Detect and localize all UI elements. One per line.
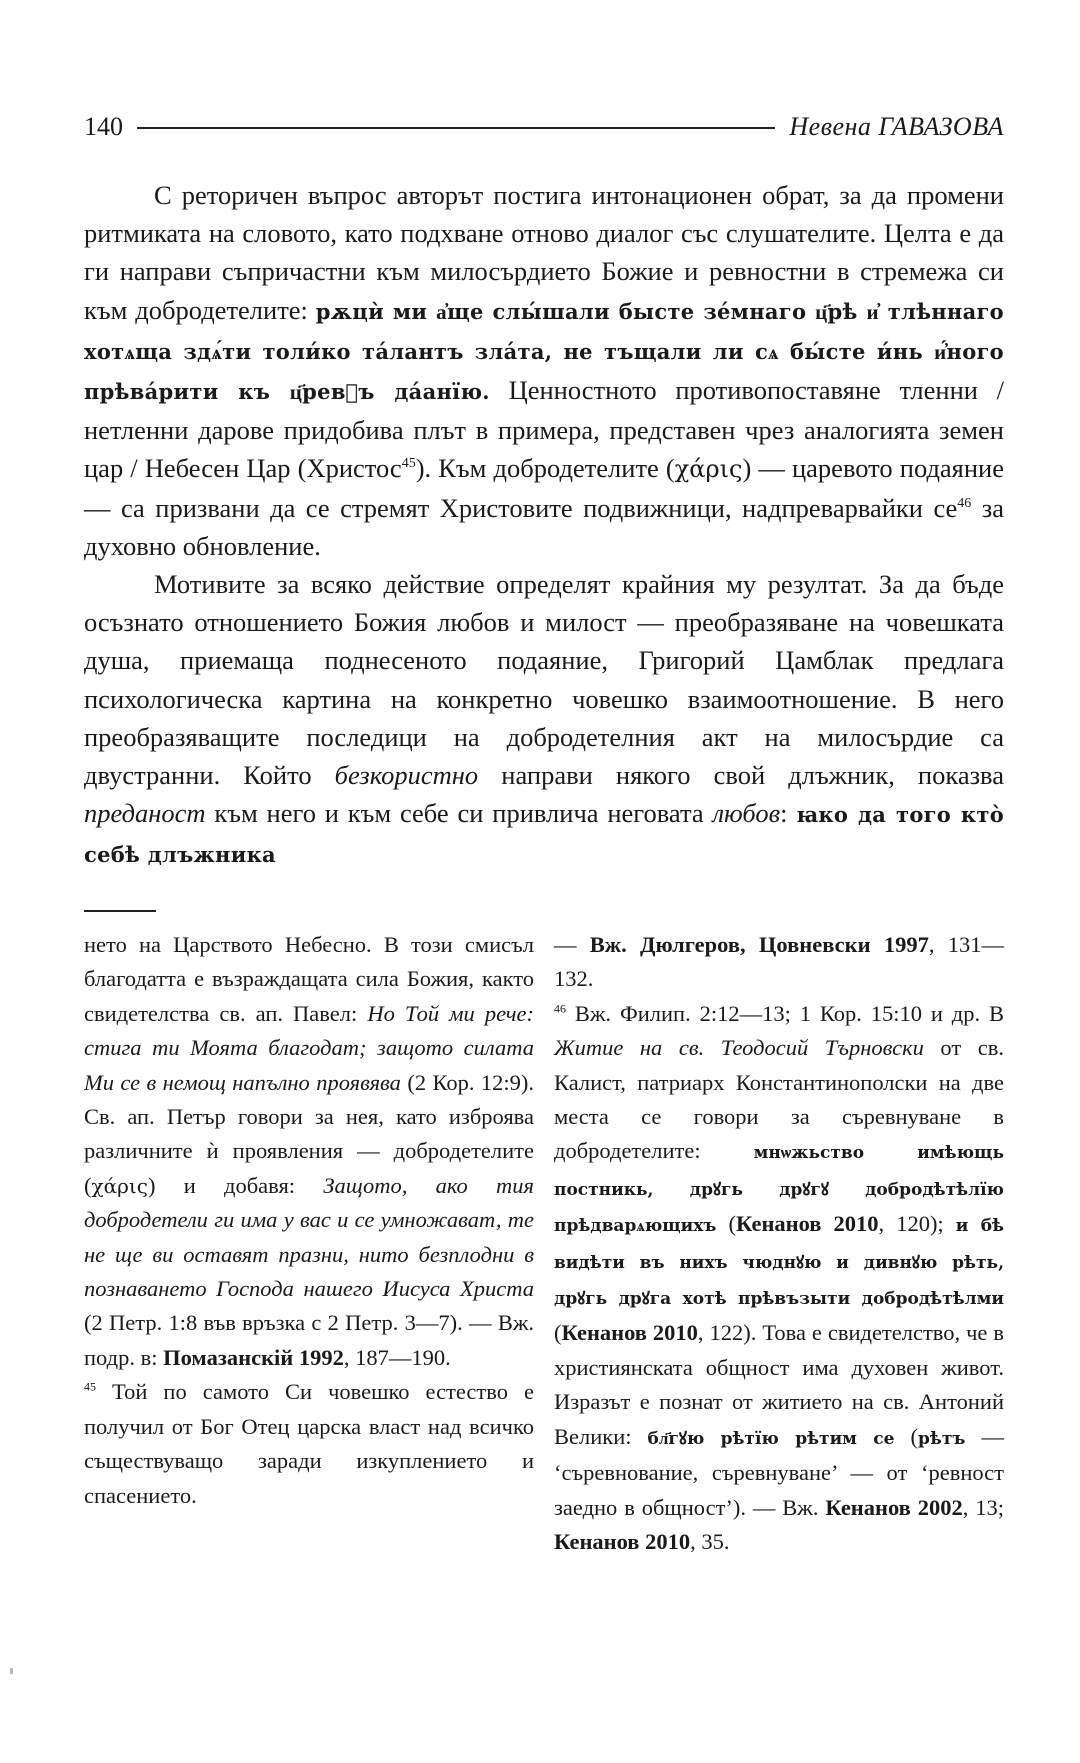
text-span: , 120); (878, 1211, 956, 1237)
footnote-ref-45[interactable]: 45 (401, 456, 416, 472)
italic-quote: Защото, ако тия добродетели ги има у вас и се умножават, те не ще ви оставят празни, нито безплодни в познаването Господа нашего Иисуса Христа (84, 1172, 535, 1302)
footnote-mark-46: 46 (554, 1001, 566, 1016)
italic-term: безкористно (334, 760, 479, 791)
text-span: , 131—132. (554, 932, 1005, 992)
slavonic-quote: рѣтъ (918, 1428, 966, 1449)
italic-term: любов (712, 798, 781, 829)
text-span: към него и към себе си привлича неговата (205, 798, 713, 829)
bold-reference: Вж. Дюлгеров, Цовневски 1997 (589, 932, 929, 957)
text-span: , 35. (690, 1528, 730, 1554)
text-span: ) — царевото подаяние — са призвани да се стремят Христовите подвижници, надпреварвайки се (84, 453, 1004, 523)
text-span: — (554, 932, 590, 957)
slavonic-quote: мнѡжьство имѣющь постникь, дрꙋгь дрꙋгꙋ добродѣтѣлїю прѣдварѧющихъ (554, 1143, 1004, 1237)
footnote-continuation (554, 928, 1004, 997)
bold-reference: Кенанов 2010 (736, 1211, 879, 1237)
bold-reference: Кенанов 2010 (554, 1528, 691, 1554)
header-author: Невена ГАВАЗОВА (789, 112, 1004, 141)
greek-term: χάρις (91, 1173, 148, 1198)
italic-quote: Но Той ми рече: стига ти Моята благодат; защото силата Ми се в немощ напълно проявява (84, 1000, 534, 1095)
text-span: направи някого свой длъжник, показва (478, 760, 1004, 791)
italic-title: Житие на св. Теодосий Търновски (554, 1035, 924, 1061)
slavonic-quote: и бѣ видѣти въ нихъ чюднꙋю и дивнꙋю рѣть, дрꙋгь дрꙋга хотѣ прѣвъзыти добродѣтѣлми (554, 1216, 1004, 1310)
text-span: , 187—190. (343, 1344, 451, 1370)
text-span: ). Към добродетелите ( (415, 453, 675, 484)
slavonic-quote: ꙗко да того кто̀ себѣ длъжника (84, 802, 1004, 868)
slavonic-quote: бл҃гꙋю рѣтїю рѣтим се (647, 1428, 895, 1449)
text-span: ) и добавя: (147, 1172, 324, 1198)
text-span: : (780, 798, 797, 829)
italic-term: преданост (84, 798, 206, 829)
text-span: ( (554, 1320, 562, 1346)
text-span: нето на Царството Небесно. В този смисъл благодатта е възраждащата сила Божия, както свидетелства св. ап. Павел: (84, 932, 534, 1026)
text-span: ( (716, 1211, 736, 1237)
text-span: Мотивите за всяко действие определят крайния му резултат. За да бъде осъзнато отношението Божия любов и милост — преобразяване на човешката душа, приемаща поднесеното подаяние, Григорий Цамблак предлага психологическа картина на конкретно човешко взаимоотношение. В него преобразяващите последици на добродетелния акт на милосърдие са двустранни. Който (84, 569, 1004, 791)
bold-reference: Кенанов 2002 (825, 1494, 963, 1520)
footnote-ref-46[interactable]: 46 (957, 495, 972, 511)
text-span: Той по самото Си човешко естество е получил от Бог Отец царска власт над всичко съществуващо заради изкуплението и спасението. (84, 1379, 534, 1508)
footnote-continuation (84, 928, 534, 1375)
footnotes (84, 928, 1004, 1559)
greek-term: χάρις (674, 455, 743, 484)
text-span: С реторичен въпрос авторът постига интонационен обрат, за да промени ритмиката на словото, като подхване отново диалог със слушателите. Целта е да ги направи съпричастни към милосърдието Божие и ревностни в стремежа си към добродетелите: (84, 180, 1004, 325)
footnote-column-right (554, 928, 1004, 1559)
footnote-mark-45: 45 (84, 1379, 96, 1394)
header-rule (137, 127, 775, 129)
scan-speck (10, 1668, 13, 1674)
footnote-45 (84, 1375, 534, 1513)
footnote-separator (84, 910, 156, 912)
footnote-column-left (84, 928, 534, 1559)
footnote-46 (554, 997, 1004, 1560)
text-span: (2 Кор. 12:9). Св. ап. Петър говори за нея, като изброява различните ѝ проявления — добродетелите ( (84, 1069, 535, 1198)
text-span: , 122). Това е свидетелство, че в християнската общност има духовен живот. Изразът е познат от житието на св. Антоний Велики: (554, 1320, 1004, 1449)
running-header (84, 112, 1004, 152)
text-span: Ценностното противопоставяне тленни / нетленни дарове придобива плът в примера, представен чрез аналогията земен цар / Небесен Цар (Христос (84, 375, 1004, 484)
text-span: , 13; (962, 1494, 1004, 1520)
slavonic-quote: рѫцѝ ми а҆ще слы́шали бысте зе́мнаго ц҃рѣ и҆ тлѣннаго хотѧща здѧ́ти толи́ко та́лантъ зла́та, не тъщали ли сѧ бы́сте и́нь и҆́ного прѣва́рити къ ц҃рев꙽ъ да́анїю. (84, 298, 1004, 405)
bold-reference: Помазанскій 1992 (163, 1344, 344, 1370)
page-number: 140 (84, 112, 123, 141)
text-span: (2 Петр. 1:8 във връзка с 2 Петр. 3—7). — Вж. подр. в: (84, 1310, 534, 1370)
text-span: ( (894, 1423, 919, 1449)
paragraph-2 (84, 565, 1004, 875)
paragraph-1 (84, 176, 1004, 565)
text-span: Вж. Филип. 2:12—13; 1 Кор. 15:10 и др. В (566, 1000, 1004, 1026)
text-span: — ‘съревнование, съревнуване’ — от ‘ревност заедно в общност’). — Вж. (554, 1423, 1004, 1520)
text-span: от св. Калист, патриарх Константинополски на две места се говори за съревнуване в добродетелите: (554, 1035, 1004, 1164)
bold-reference: Кенанов 2010 (561, 1320, 698, 1346)
text-span: за духовно обновление. (84, 492, 1004, 561)
main-text (84, 176, 1004, 875)
